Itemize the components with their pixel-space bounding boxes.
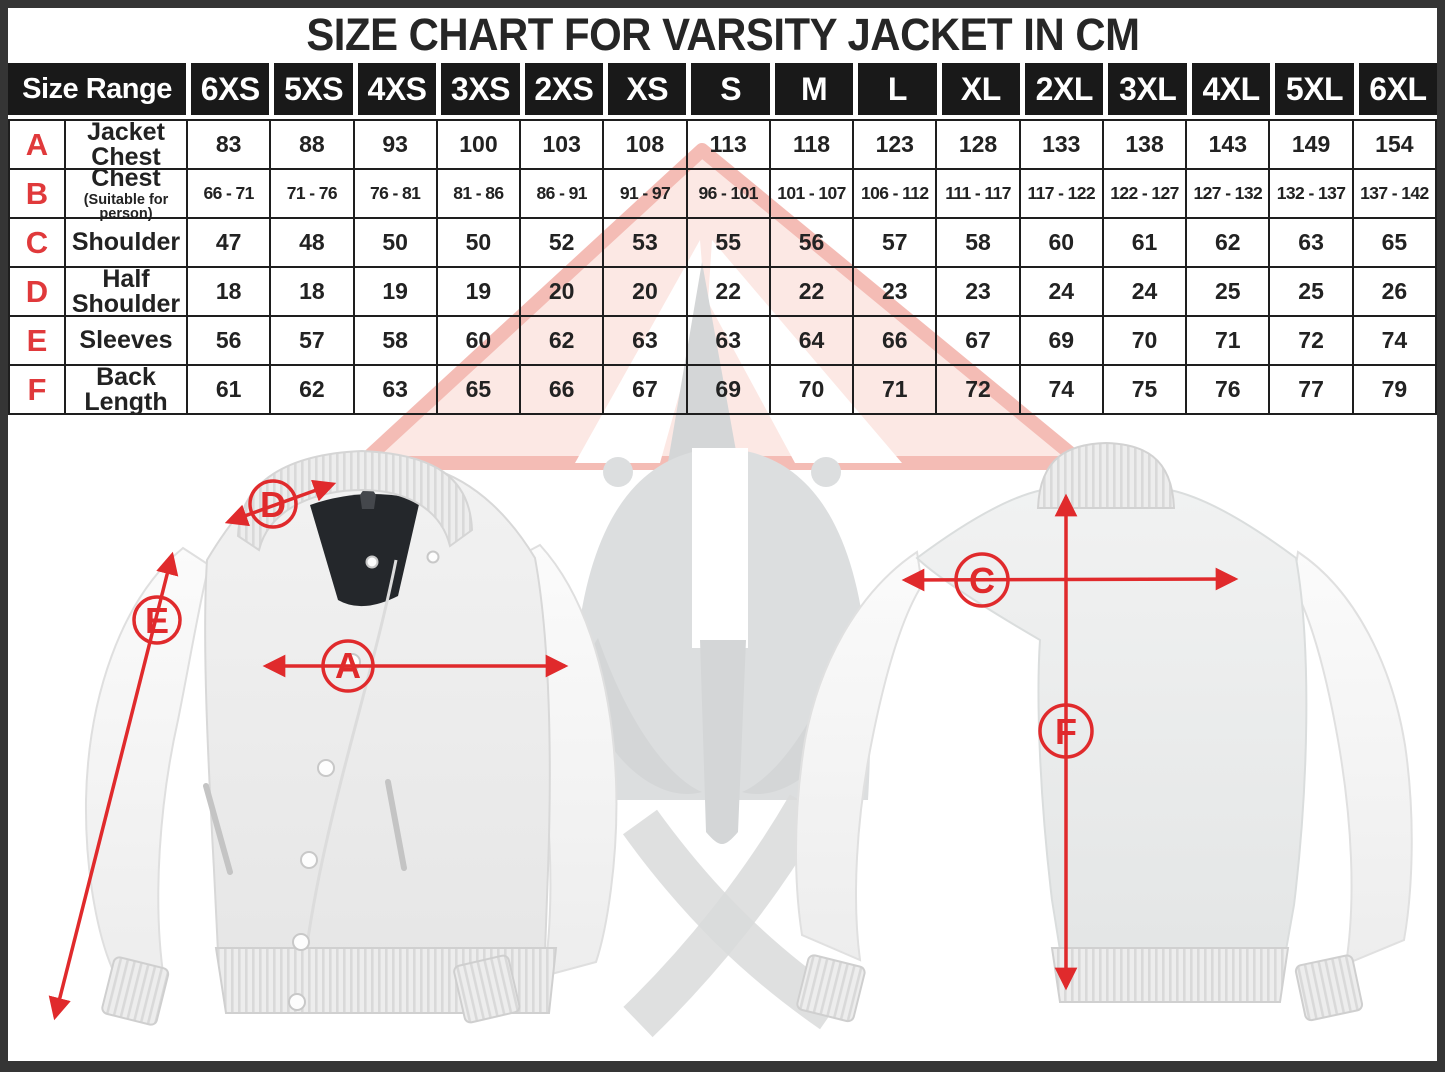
size-value-cell: 137 - 142: [1353, 169, 1436, 218]
size-value-cell: 123: [853, 120, 936, 169]
size-value-cell: 25: [1186, 267, 1269, 316]
size-column-header: 6XL: [1359, 63, 1437, 115]
size-column-header: 4XL: [1192, 63, 1270, 115]
size-value-cell: 20: [603, 267, 686, 316]
size-table-grid: [8, 119, 1437, 415]
size-table-header-row: [8, 63, 1437, 115]
row-label-text: Back Length: [84, 362, 168, 416]
size-value-cell: 122 - 127: [1103, 169, 1186, 218]
size-value-cell: 23: [936, 267, 1019, 316]
size-value-cell: 74: [1020, 365, 1103, 414]
size-column-header: 6XS: [191, 63, 269, 115]
row-sublabel-text: (Suitable for person): [83, 191, 169, 222]
size-value-cell: 63: [687, 316, 770, 365]
size-value-cell: 103: [520, 120, 603, 169]
size-value-cell: 81 - 86: [437, 169, 520, 218]
size-value-cell: 48: [270, 218, 353, 267]
size-value-cell: 53: [603, 218, 686, 267]
size-value-cell: 56: [770, 218, 853, 267]
size-value-cell: 50: [354, 218, 437, 267]
size-value-cell: 18: [270, 267, 353, 316]
size-value-cell: 66: [520, 365, 603, 414]
marker-letter-d: D: [260, 484, 286, 525]
row-label: [65, 316, 187, 365]
marker-letter-f: F: [1055, 711, 1077, 752]
size-value-cell: 26: [1353, 267, 1436, 316]
size-value-cell: 57: [270, 316, 353, 365]
size-value-cell: 143: [1186, 120, 1269, 169]
row-label-text: Shoulder: [71, 228, 181, 256]
size-column-header: 2XS: [525, 63, 603, 115]
size-value-cell: 106 - 112: [853, 169, 936, 218]
size-value-cell: 93: [354, 120, 437, 169]
size-value-cell: 63: [603, 316, 686, 365]
size-value-cell: 88: [270, 120, 353, 169]
title-bar: [8, 8, 1437, 62]
size-value-cell: 79: [1353, 365, 1436, 414]
size-column-header: S: [691, 63, 769, 115]
size-value-cell: 69: [687, 365, 770, 414]
size-column-header: 2XL: [1025, 63, 1103, 115]
size-value-cell: 111 - 117: [936, 169, 1019, 218]
size-value-cell: 77: [1269, 365, 1352, 414]
size-value-cell: 100: [437, 120, 520, 169]
size-value-cell: 19: [437, 267, 520, 316]
marker-letter-c: C: [969, 560, 995, 601]
size-value-cell: 47: [187, 218, 270, 267]
size-value-cell: 65: [1353, 218, 1436, 267]
size-column-header: 5XL: [1275, 63, 1353, 115]
size-value-cell: 149: [1269, 120, 1352, 169]
size-value-cell: 63: [354, 365, 437, 414]
size-value-cell: 18: [187, 267, 270, 316]
size-column-header: 3XS: [441, 63, 519, 115]
row-label: [65, 362, 187, 416]
size-value-cell: 60: [437, 316, 520, 365]
size-value-cell: 55: [687, 218, 770, 267]
size-value-cell: 72: [936, 365, 1019, 414]
size-value-cell: 57: [853, 218, 936, 267]
row-letter: B: [9, 169, 65, 218]
row-label-text: Jacket Chest: [87, 117, 165, 171]
size-value-cell: 61: [187, 365, 270, 414]
size-value-cell: 154: [1353, 120, 1436, 169]
size-value-cell: 24: [1020, 267, 1103, 316]
size-value-cell: 117 - 122: [1020, 169, 1103, 218]
row-label: [65, 264, 187, 318]
size-value-cell: 86 - 91: [520, 169, 603, 218]
front-jacket-illustration: [86, 451, 616, 1026]
row-letter: D: [9, 267, 65, 316]
size-value-cell: 65: [437, 365, 520, 414]
size-value-cell: 118: [770, 120, 853, 169]
size-column-header: XL: [942, 63, 1020, 115]
size-value-cell: 60: [1020, 218, 1103, 267]
size-value-cell: 50: [437, 218, 520, 267]
size-value-cell: 62: [1186, 218, 1269, 267]
marker-letter-e: E: [144, 600, 170, 641]
size-value-cell: 67: [936, 316, 1019, 365]
row-label-text: Sleeves: [79, 326, 173, 354]
size-value-cell: 76: [1186, 365, 1269, 414]
row-label: [65, 218, 187, 267]
marker-letter-a: A: [335, 645, 361, 686]
size-value-cell: 22: [687, 267, 770, 316]
back-jacket-illustration: [796, 443, 1412, 1022]
row-label-text: Half Shoulder: [71, 264, 181, 318]
size-value-cell: 91 - 97: [603, 169, 686, 218]
size-value-cell: 108: [603, 120, 686, 169]
size-value-cell: 66: [853, 316, 936, 365]
size-value-cell: 70: [1103, 316, 1186, 365]
size-value-cell: 76 - 81: [354, 169, 437, 218]
size-value-cell: 138: [1103, 120, 1186, 169]
size-column-header: L: [858, 63, 936, 115]
size-value-cell: 96 - 101: [687, 169, 770, 218]
row-letter: C: [9, 218, 65, 267]
size-column-header: 4XS: [358, 63, 436, 115]
size-value-cell: 25: [1269, 267, 1352, 316]
size-value-cell: 74: [1353, 316, 1436, 365]
size-value-cell: 23: [853, 267, 936, 316]
row-letter: F: [9, 365, 65, 414]
row-letter: A: [9, 120, 65, 169]
size-value-cell: 62: [270, 365, 353, 414]
size-value-cell: 19: [354, 267, 437, 316]
page-title: SIZE CHART FOR VARSITY JACKET IN CM: [305, 9, 1140, 60]
size-column-header: 5XS: [274, 63, 352, 115]
size-value-cell: 66 - 71: [187, 169, 270, 218]
row-label: [65, 117, 187, 171]
size-column-header: M: [775, 63, 853, 115]
size-value-cell: 20: [520, 267, 603, 316]
size-value-cell: 71: [1186, 316, 1269, 365]
size-value-cell: 72: [1269, 316, 1352, 365]
size-value-cell: 58: [354, 316, 437, 365]
size-value-cell: 67: [603, 365, 686, 414]
size-range-header: Size Range: [8, 63, 186, 115]
row-letter: E: [9, 316, 65, 365]
size-value-cell: 83: [187, 120, 270, 169]
size-column-header: 3XL: [1108, 63, 1186, 115]
size-value-cell: 70: [770, 365, 853, 414]
size-value-cell: 52: [520, 218, 603, 267]
size-value-cell: 113: [687, 120, 770, 169]
size-value-cell: 132 - 137: [1269, 169, 1352, 218]
size-value-cell: 133: [1020, 120, 1103, 169]
row-label-text: Chest: [91, 163, 161, 192]
size-value-cell: 75: [1103, 365, 1186, 414]
size-value-cell: 63: [1269, 218, 1352, 267]
size-column-header: XS: [608, 63, 686, 115]
size-value-cell: 71: [853, 365, 936, 414]
size-value-cell: 64: [770, 316, 853, 365]
size-value-cell: 62: [520, 316, 603, 365]
size-value-cell: 22: [770, 267, 853, 316]
size-value-cell: 56: [187, 316, 270, 365]
size-value-cell: 127 - 132: [1186, 169, 1269, 218]
size-value-cell: 69: [1020, 316, 1103, 365]
row-label: [65, 163, 187, 222]
size-value-cell: 61: [1103, 218, 1186, 267]
size-value-cell: 24: [1103, 267, 1186, 316]
size-chart-table: [8, 63, 1437, 415]
size-value-cell: 71 - 76: [270, 169, 353, 218]
size-value-cell: 101 - 107: [770, 169, 853, 218]
size-value-cell: 128: [936, 120, 1019, 169]
size-value-cell: 58: [936, 218, 1019, 267]
